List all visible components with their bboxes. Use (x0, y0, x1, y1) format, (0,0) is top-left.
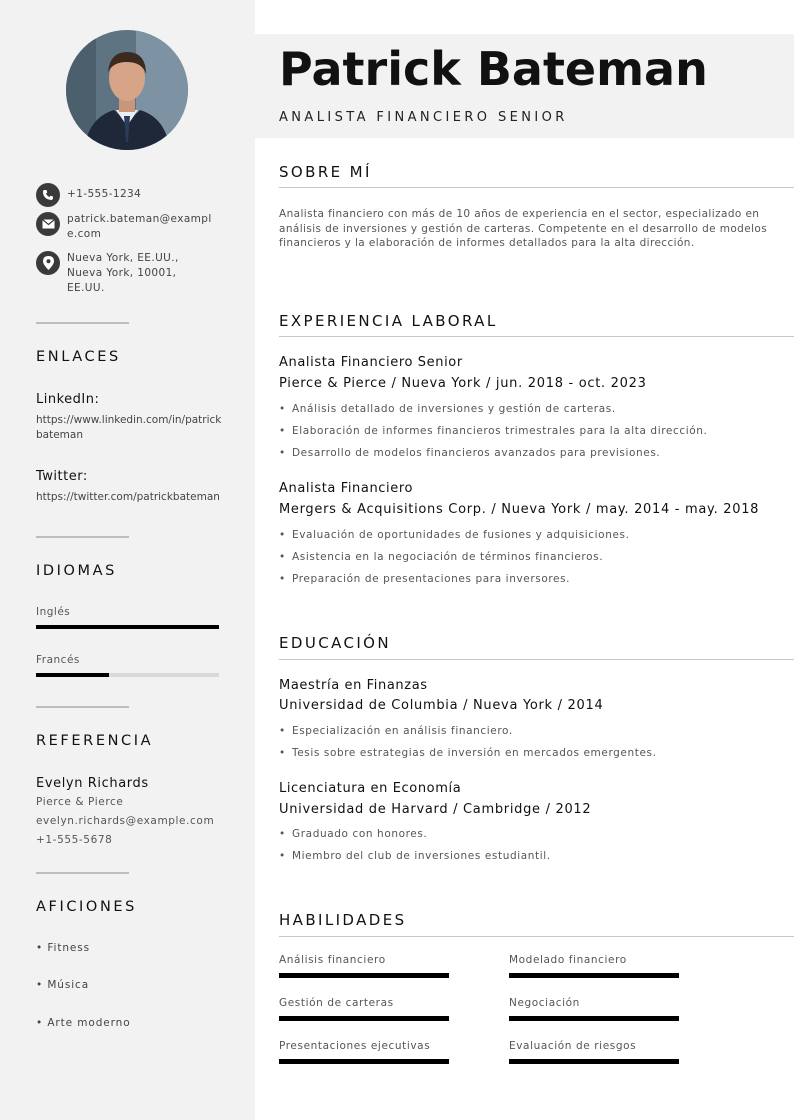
job-bullet: • Asistencia en la negociación de términos financieros. (279, 551, 604, 563)
phone-text[interactable]: +1-555-1234 (67, 188, 142, 200)
contact-email (36, 212, 217, 242)
education-heading: EDUCACIÓN (279, 634, 392, 652)
job-details: Mergers & Acquisitions Corp. / Nueva York / may. 2014 - may. 2018 (279, 502, 760, 517)
linkedin-label: LinkedIn: (36, 392, 100, 407)
degree-details: Universidad de Columbia / Nueva York / 2014 (279, 698, 604, 713)
skill-name: Análisis financiero (279, 954, 386, 966)
job-details: Pierce & Pierce / Nueva York / jun. 2018 - oct. 2023 (279, 376, 647, 391)
job-title: Analista Financiero Senior (279, 355, 463, 370)
about-text: Analista financiero con más de 10 años de experiencia en el sector, especializado en análisis de inversiones y gestión de carteras. Competente en el desarrollo de modelos financieros y la elaboración de informes detallados para la alta dirección. (279, 208, 768, 250)
degree-bullet: • Graduado con honores. (279, 828, 428, 840)
skill-level-bar (509, 1059, 679, 1064)
job-bullet: • Elaboración de informes financieros trimestrales para la alta dirección. (279, 425, 708, 437)
degree-bullet: • Miembro del club de inversiones estudiantil. (279, 850, 551, 862)
degree-title: Maestría en Finanzas (279, 678, 428, 693)
address-text: Nueva York, EE.UU., Nueva York, 10001, EE.UU. (67, 252, 179, 294)
skills-heading: HABILIDADES (279, 911, 407, 929)
language-name: Francés (36, 654, 80, 666)
job-bullet: • Preparación de presentaciones para inversores. (279, 573, 571, 585)
sidebar-divider (36, 872, 129, 874)
degree-bullet: • Especialización en análisis financiero. (279, 725, 513, 737)
skill-level-bar (279, 1059, 449, 1064)
skill-name: Presentaciones ejecutivas (279, 1040, 431, 1052)
sidebar-divider (36, 706, 129, 708)
skill-name: Negociación (509, 997, 580, 1009)
language-name: Inglés (36, 606, 71, 618)
candidate-name: Patrick Bateman (279, 42, 708, 96)
reference-phone[interactable]: +1-555-5678 (36, 834, 113, 846)
sidebar-divider (36, 322, 129, 324)
job-bullet: • Análisis detallado de inversiones y gestión de carteras. (279, 403, 616, 415)
profile-photo (66, 30, 188, 150)
experience-heading: EXPERIENCIA LABORAL (279, 312, 498, 330)
language-level-fill (36, 673, 109, 677)
contact-phone (36, 183, 217, 207)
location-pin-icon (36, 251, 60, 275)
section-rule (279, 187, 794, 188)
reference-name: Evelyn Richards (36, 776, 149, 791)
section-rule (279, 936, 794, 937)
hobby-item: • Música (36, 979, 90, 991)
language-level-fill (36, 625, 219, 629)
candidate-role: ANALISTA FINANCIERO SENIOR (279, 110, 568, 125)
skill-level-bar (279, 973, 449, 978)
skill-level-bar (509, 973, 679, 978)
language-level-bar (36, 673, 219, 677)
contact-address (36, 251, 187, 296)
reference-heading: REFERENCIA (36, 733, 154, 749)
linkedin-link[interactable]: https://www.linkedin.com/in/patrickbateman (36, 414, 222, 441)
section-rule (279, 659, 794, 660)
degree-bullet: • Tesis sobre estrategias de inversión en mercados emergentes. (279, 747, 657, 759)
email-text[interactable]: patrick.bateman@example.com (67, 213, 212, 240)
skill-name: Evaluación de riesgos (509, 1040, 637, 1052)
reference-company: Pierce & Pierce (36, 796, 124, 808)
hobby-item: • Arte moderno (36, 1017, 131, 1029)
languages-heading: IDIOMAS (36, 563, 117, 579)
job-bullet: • Evaluación de oportunidades de fusiones y adquisiciones. (279, 529, 630, 541)
skill-level-bar (279, 1016, 449, 1021)
skill-name: Gestión de carteras (279, 997, 394, 1009)
twitter-link[interactable]: https://twitter.com/patrickbateman (36, 491, 220, 503)
phone-icon (36, 183, 60, 207)
twitter-label: Twitter: (36, 469, 88, 484)
sidebar-divider (36, 536, 129, 538)
hobbies-heading: AFICIONES (36, 899, 137, 915)
section-rule (279, 336, 794, 337)
links-heading: ENLACES (36, 349, 121, 365)
hobby-item: • Fitness (36, 942, 90, 954)
degree-title: Licenciatura en Economía (279, 781, 462, 796)
skill-level-bar (509, 1016, 679, 1021)
skill-name: Modelado financiero (509, 954, 627, 966)
email-icon (36, 212, 60, 236)
language-level-bar (36, 625, 219, 629)
job-bullet: • Desarrollo de modelos financieros avanzados para previsiones. (279, 447, 661, 459)
degree-details: Universidad de Harvard / Cambridge / 2012 (279, 802, 592, 817)
job-title: Analista Financiero (279, 481, 414, 496)
about-heading: SOBRE MÍ (279, 163, 372, 181)
reference-email[interactable]: evelyn.richards@example.com (36, 815, 215, 827)
